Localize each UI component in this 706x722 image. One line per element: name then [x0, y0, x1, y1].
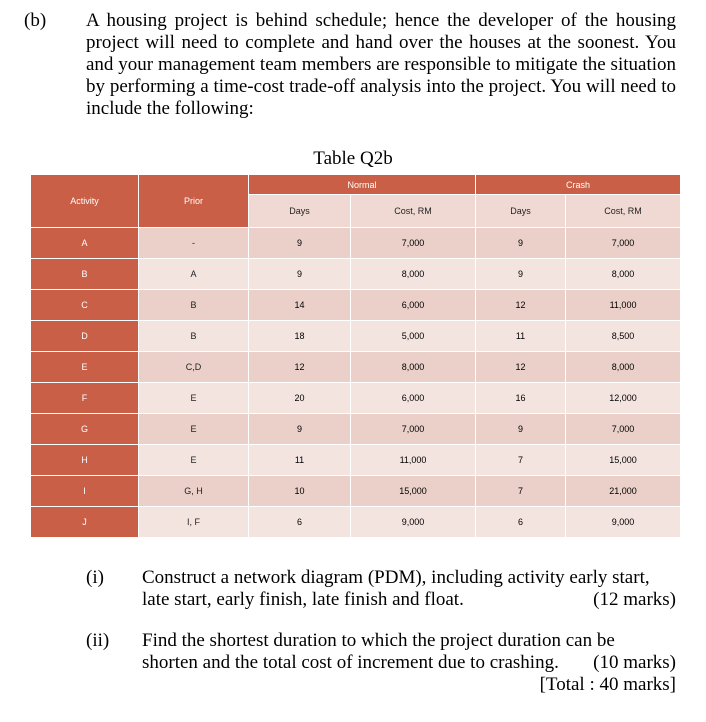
crash-days-cell: 9 [476, 228, 566, 259]
task-text-i: Construct a network diagram (PDM), including activity early start, late start, early finish, late finish and float. [142, 567, 650, 610]
prior-cell: B [139, 321, 249, 352]
crash-cost-cell: 8,500 [566, 321, 681, 352]
crash-days-cell: 9 [476, 414, 566, 445]
activity-cell: I [31, 476, 139, 507]
normal-cost-cell: 7,000 [351, 414, 476, 445]
table-row [31, 290, 681, 321]
crash-cost-cell: 9,000 [566, 507, 681, 538]
crash-cost-cell: 12,000 [566, 383, 681, 414]
table-row [31, 321, 681, 352]
task-text-ii: Find the shortest duration to which the project duration can be shorten and the total cost of increment due to crashing. [142, 630, 615, 673]
normal-cost-cell: 8,000 [351, 259, 476, 290]
activity-cell: A [31, 228, 139, 259]
normal-days-cell: 18 [249, 321, 351, 352]
crash-days-cell: 9 [476, 259, 566, 290]
table-row [31, 383, 681, 414]
table-body [31, 228, 681, 538]
prior-cell: E [139, 445, 249, 476]
normal-days-cell: 6 [249, 507, 351, 538]
prior-cell: E [139, 414, 249, 445]
table-row [31, 259, 681, 290]
activity-cell: E [31, 352, 139, 383]
table-caption: Table Q2b [313, 148, 393, 169]
table-row [31, 445, 681, 476]
activity-cell: C [31, 290, 139, 321]
crash-days-cell: 7 [476, 445, 566, 476]
table-row [31, 352, 681, 383]
table-row [31, 507, 681, 538]
normal-cost-cell: 11,000 [351, 445, 476, 476]
header-crash-days: Days [476, 195, 566, 228]
task-number-ii: (ii) [86, 630, 110, 651]
question-part-label: (b) [24, 10, 47, 31]
prior-cell: I, F [139, 507, 249, 538]
activity-cell: B [31, 259, 139, 290]
activity-cell: F [31, 383, 139, 414]
normal-days-cell: 14 [249, 290, 351, 321]
activity-table [30, 174, 681, 538]
normal-days-cell: 9 [249, 228, 351, 259]
header-activity: Activity [31, 175, 139, 228]
header-crash-cost: Cost, RM [566, 195, 681, 228]
activity-cell: D [31, 321, 139, 352]
crash-days-cell: 6 [476, 507, 566, 538]
task-marks-i: (12 marks) [593, 589, 676, 610]
crash-cost-cell: 8,000 [566, 352, 681, 383]
normal-cost-cell: 5,000 [351, 321, 476, 352]
header-normal-days: Days [249, 195, 351, 228]
crash-cost-cell: 7,000 [566, 228, 681, 259]
normal-days-cell: 11 [249, 445, 351, 476]
normal-cost-cell: 6,000 [351, 383, 476, 414]
prior-cell: E [139, 383, 249, 414]
crash-days-cell: 12 [476, 352, 566, 383]
normal-cost-cell: 8,000 [351, 352, 476, 383]
table-row [31, 228, 681, 259]
crash-cost-cell: 8,000 [566, 259, 681, 290]
task-number-i: (i) [86, 567, 104, 588]
crash-days-cell: 11 [476, 321, 566, 352]
crash-cost-cell: 21,000 [566, 476, 681, 507]
crash-days-cell: 7 [476, 476, 566, 507]
normal-days-cell: 20 [249, 383, 351, 414]
crash-cost-cell: 15,000 [566, 445, 681, 476]
prior-cell: G, H [139, 476, 249, 507]
normal-days-cell: 9 [249, 414, 351, 445]
prior-cell: - [139, 228, 249, 259]
header-normal-cost: Cost, RM [351, 195, 476, 228]
normal-days-cell: 12 [249, 352, 351, 383]
normal-cost-cell: 15,000 [351, 476, 476, 507]
crash-cost-cell: 11,000 [566, 290, 681, 321]
header-normal: Normal [249, 175, 476, 195]
normal-days-cell: 9 [249, 259, 351, 290]
crash-cost-cell: 7,000 [566, 414, 681, 445]
normal-cost-cell: 9,000 [351, 507, 476, 538]
prior-cell: C,D [139, 352, 249, 383]
prior-cell: B [139, 290, 249, 321]
activity-cell: H [31, 445, 139, 476]
total-marks: [Total : 40 marks] [539, 674, 676, 695]
normal-cost-cell: 6,000 [351, 290, 476, 321]
crash-days-cell: 16 [476, 383, 566, 414]
normal-cost-cell: 7,000 [351, 228, 476, 259]
normal-days-cell: 10 [249, 476, 351, 507]
header-prior: Prior [139, 175, 249, 228]
question-intro: A housing project is behind schedule; hence the developer of the housing project will need to complete and hand over the houses at the soonest. You and your management team members are responsible to mitigate the situation by performing a time-cost trade-off analysis into the project. You will need to include the following: [86, 10, 676, 119]
activity-cell: J [31, 507, 139, 538]
table-row [31, 476, 681, 507]
header-crash: Crash [476, 175, 681, 195]
prior-cell: A [139, 259, 249, 290]
activity-cell: G [31, 414, 139, 445]
crash-days-cell: 12 [476, 290, 566, 321]
table-row [31, 414, 681, 445]
task-marks-ii: (10 marks) [593, 652, 676, 673]
